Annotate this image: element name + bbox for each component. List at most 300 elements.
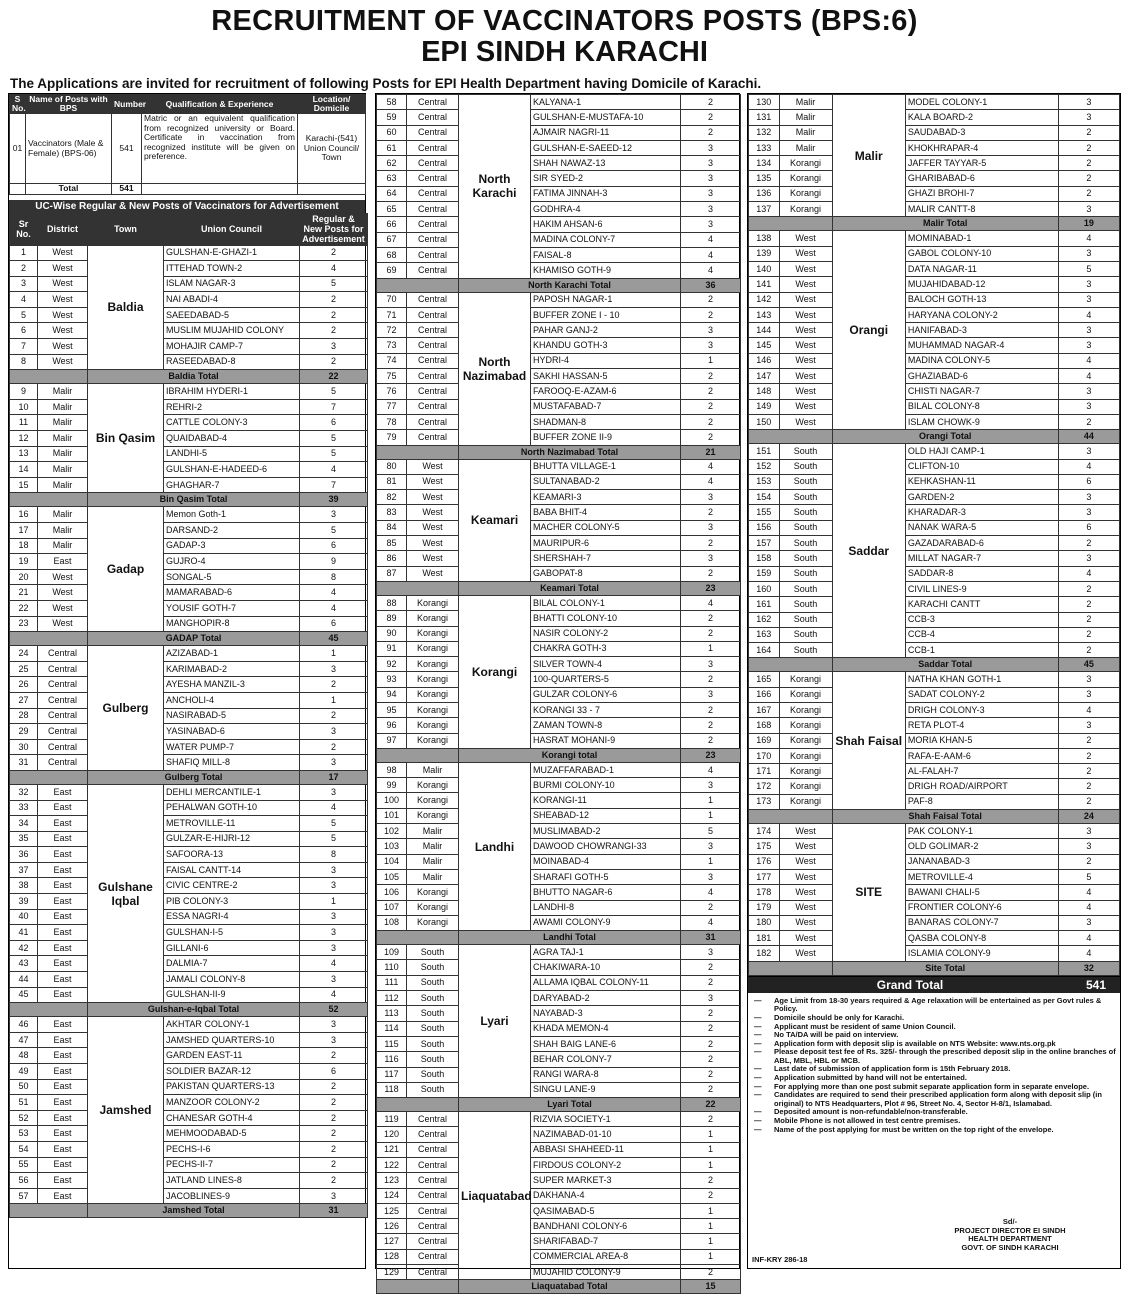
row-union-council: NAZIMABAD-01-10 xyxy=(531,1127,681,1142)
row-posts: 2 xyxy=(300,292,368,308)
row-sr-no: 15 xyxy=(10,477,38,493)
row-union-council: KHADA MEMON-4 xyxy=(531,1021,681,1036)
row-sr-no: 64 xyxy=(377,186,407,201)
row-sr-no: 177 xyxy=(749,869,780,884)
row-posts: 6 xyxy=(1058,520,1119,535)
row-sr-no: 2 xyxy=(10,261,38,277)
row-posts: 3 xyxy=(300,1188,368,1204)
row-union-council: HANIFABAD-3 xyxy=(905,323,1058,338)
table-row xyxy=(749,490,1120,505)
row-sr-no: 150 xyxy=(749,414,780,429)
row-posts: 4 xyxy=(300,600,368,616)
row-posts: 3 xyxy=(300,862,368,878)
row-posts: 3 xyxy=(1058,323,1119,338)
table-row xyxy=(377,960,741,975)
row-district: Malir xyxy=(38,446,88,462)
row-posts: 6 xyxy=(300,1064,368,1080)
row-sr-no: 164 xyxy=(749,643,780,658)
row-posts: 2 xyxy=(681,566,741,581)
row-sr-no: 19 xyxy=(10,554,38,570)
row-sr-no: 121 xyxy=(377,1142,407,1157)
row-union-council: BILAL COLONY-1 xyxy=(531,595,681,610)
row-posts: 3 xyxy=(681,551,741,566)
row-district: Korangi xyxy=(779,794,832,809)
row-union-council: GAZADARABAD-6 xyxy=(905,536,1058,551)
row-union-council: CHANESAR GOTH-4 xyxy=(164,1110,300,1126)
posts-sno: 01 xyxy=(10,114,26,184)
row-sr-no: 155 xyxy=(749,505,780,520)
table-row xyxy=(10,661,368,677)
row-union-council: OLD HAJI CAMP-1 xyxy=(905,444,1058,459)
table-row xyxy=(377,95,741,110)
table-row xyxy=(377,353,741,368)
row-district: Central xyxy=(407,125,459,140)
row-union-council: BUFFER ZONE I - 10 xyxy=(531,307,681,322)
row-posts: 2 xyxy=(300,1048,368,1064)
row-district: Malir xyxy=(407,839,459,854)
table-row xyxy=(377,595,741,610)
table-row xyxy=(749,307,1120,322)
row-district: South xyxy=(779,474,832,489)
row-union-council: PAK COLONY-1 xyxy=(905,824,1058,839)
row-sr-no: 115 xyxy=(377,1036,407,1051)
row-district: South xyxy=(779,566,832,581)
row-district: Central xyxy=(407,263,459,278)
row-posts: 3 xyxy=(300,784,368,800)
row-sr-no: 175 xyxy=(749,839,780,854)
table-row xyxy=(10,831,368,847)
row-district: Korangi xyxy=(407,702,459,717)
row-union-council: MOINABAD-4 xyxy=(531,854,681,869)
town-name: Keamari xyxy=(459,459,531,581)
row-union-council: AKHTAR COLONY-1 xyxy=(164,1017,300,1033)
uc-header-table xyxy=(9,213,368,245)
posts-header-name: Name of Posts with BPS xyxy=(26,95,112,114)
table-row xyxy=(377,733,741,748)
row-union-council: FAROOQ-E-AZAM-6 xyxy=(531,384,681,399)
table-row xyxy=(10,784,368,800)
row-posts: 3 xyxy=(300,1032,368,1048)
row-posts: 3 xyxy=(1058,915,1119,930)
row-district: Central xyxy=(407,1188,459,1203)
row-union-council: BILAL COLONY-8 xyxy=(905,399,1058,414)
row-sr-no: 51 xyxy=(10,1095,38,1111)
row-district: Central xyxy=(407,323,459,338)
row-posts: 2 xyxy=(681,702,741,717)
row-sr-no: 180 xyxy=(749,915,780,930)
row-union-council: Memon Goth-1 xyxy=(164,507,300,523)
row-posts: 3 xyxy=(1058,687,1119,702)
row-union-council: KHARADAR-3 xyxy=(905,505,1058,520)
row-sr-no: 41 xyxy=(10,925,38,941)
table-row xyxy=(377,672,741,687)
row-union-council: DARYABAD-2 xyxy=(531,991,681,1006)
row-union-council: RETA PLOT-4 xyxy=(905,718,1058,733)
table-row xyxy=(377,459,741,474)
note-item: — Application form with deposit slip is available on NTS Website: www.nts.org.pk xyxy=(752,1040,1116,1049)
row-posts: 4 xyxy=(681,263,741,278)
row-posts: 4 xyxy=(681,474,741,489)
row-district: West xyxy=(38,261,88,277)
row-posts: 3 xyxy=(300,940,368,956)
table-row xyxy=(377,762,741,777)
row-posts: 6 xyxy=(300,616,368,632)
town-total-value: 52 xyxy=(300,1003,368,1017)
row-union-council: MANGHOPIR-8 xyxy=(164,616,300,632)
row-posts: 2 xyxy=(300,677,368,693)
table-row xyxy=(377,641,741,656)
row-sr-no: 137 xyxy=(749,202,780,217)
table-row xyxy=(377,1265,741,1280)
row-district: West xyxy=(779,353,832,368)
row-posts: 3 xyxy=(1058,292,1119,307)
row-union-council: MACHER COLONY-5 xyxy=(531,520,681,535)
row-sr-no: 10 xyxy=(10,399,38,415)
row-posts: 3 xyxy=(1058,202,1119,217)
row-district: Korangi xyxy=(779,748,832,763)
table-row xyxy=(10,569,368,585)
row-sr-no: 28 xyxy=(10,708,38,724)
table-row xyxy=(377,915,741,930)
row-posts: 2 xyxy=(681,399,741,414)
table-row xyxy=(10,245,368,261)
row-district: South xyxy=(779,536,832,551)
row-district: Central xyxy=(407,217,459,232)
town-name: Landhi xyxy=(459,762,531,930)
table-row xyxy=(377,945,741,960)
row-sr-no: 169 xyxy=(749,733,780,748)
table-row xyxy=(10,1141,368,1157)
row-union-council: GADAP-3 xyxy=(164,538,300,554)
row-union-council: CCB-4 xyxy=(905,627,1058,642)
row-posts: 2 xyxy=(681,95,741,110)
row-union-council: SHAFIQ MILL-8 xyxy=(164,755,300,771)
row-sr-no: 122 xyxy=(377,1158,407,1173)
row-union-council: NATHA KHAN GOTH-1 xyxy=(905,672,1058,687)
row-posts: 3 xyxy=(1058,505,1119,520)
row-district: South xyxy=(407,975,459,990)
row-district: Central xyxy=(38,677,88,693)
row-district: Central xyxy=(407,171,459,186)
row-sr-no: 176 xyxy=(749,854,780,869)
row-union-council: CCB-3 xyxy=(905,612,1058,627)
town-total-row xyxy=(10,370,368,384)
row-posts: 3 xyxy=(681,520,741,535)
row-posts: 3 xyxy=(300,878,368,894)
town-total-row xyxy=(749,217,1120,231)
row-posts: 2 xyxy=(681,384,741,399)
signature-block xyxy=(920,1218,1100,1252)
row-district: East xyxy=(38,816,88,832)
row-district: East xyxy=(38,831,88,847)
row-union-council: RIZVIA SOCIETY-1 xyxy=(531,1112,681,1127)
row-sr-no: 69 xyxy=(377,263,407,278)
row-district: Korangi xyxy=(407,808,459,823)
table-row xyxy=(749,353,1120,368)
row-posts: 3 xyxy=(1058,95,1119,110)
row-posts: 5 xyxy=(300,431,368,447)
row-posts: 3 xyxy=(1058,839,1119,854)
row-posts: 3 xyxy=(681,869,741,884)
row-district: Central xyxy=(407,1234,459,1249)
table-row xyxy=(377,140,741,155)
row-posts: 2 xyxy=(681,1112,741,1127)
row-posts: 4 xyxy=(1058,931,1119,946)
table-row xyxy=(10,677,368,693)
row-district: East xyxy=(38,862,88,878)
posts-total-value: 541 xyxy=(112,184,142,195)
row-posts: 3 xyxy=(300,661,368,677)
table-row xyxy=(10,399,368,415)
row-district: Korangi xyxy=(407,611,459,626)
row-sr-no: 171 xyxy=(749,764,780,779)
table-row xyxy=(377,490,741,505)
row-district: West xyxy=(779,854,832,869)
row-union-council: BABA BHIT-4 xyxy=(531,505,681,520)
row-sr-no: 131 xyxy=(749,110,780,125)
row-union-council: CCB-1 xyxy=(905,643,1058,658)
row-sr-no: 112 xyxy=(377,991,407,1006)
table-row xyxy=(749,292,1120,307)
row-district: Korangi xyxy=(779,733,832,748)
row-sr-no: 161 xyxy=(749,597,780,612)
grand-total-label: Grand Total xyxy=(876,977,944,992)
row-union-council: AWAMI COLONY-9 xyxy=(531,915,681,930)
row-district: East xyxy=(38,1141,88,1157)
row-sr-no: 37 xyxy=(10,862,38,878)
table-row xyxy=(749,733,1120,748)
posts-header-qualification: Qualification & Experience xyxy=(142,95,298,114)
table-row xyxy=(749,566,1120,581)
row-posts: 5 xyxy=(1058,261,1119,276)
header xyxy=(0,6,1129,68)
row-district: East xyxy=(38,1079,88,1095)
row-district: East xyxy=(38,909,88,925)
row-union-council: MAMARABAD-6 xyxy=(164,585,300,601)
row-sr-no: 179 xyxy=(749,900,780,915)
row-union-council: MORIA KHAN-5 xyxy=(905,733,1058,748)
uc-heading: UC-Wise Regular & New Posts of Vaccinators for Advertisement xyxy=(9,200,365,213)
row-district: Korangi xyxy=(779,672,832,687)
row-union-council: SILVER TOWN-4 xyxy=(531,657,681,672)
row-sr-no: 140 xyxy=(749,261,780,276)
row-union-council: CATTLE COLONY-3 xyxy=(164,415,300,431)
row-sr-no: 77 xyxy=(377,399,407,414)
row-union-council: GHAZIABAD-6 xyxy=(905,369,1058,384)
row-sr-no: 134 xyxy=(749,156,780,171)
table-row xyxy=(749,702,1120,717)
row-district: Malir xyxy=(779,125,832,140)
note-item: — Mobile Phone is not allowed in test centre premises. xyxy=(752,1117,1116,1126)
town-total-value: 39 xyxy=(300,493,368,507)
row-district: Central xyxy=(407,247,459,262)
table-row xyxy=(749,399,1120,414)
row-district: West xyxy=(38,600,88,616)
row-union-council: AYESHA MANZIL-3 xyxy=(164,677,300,693)
row-union-council: SULTANABAD-2 xyxy=(531,474,681,489)
row-district: Central xyxy=(38,692,88,708)
row-district: Central xyxy=(407,1203,459,1218)
town-total-row xyxy=(10,632,368,646)
row-sr-no: 14 xyxy=(10,462,38,478)
row-sr-no: 174 xyxy=(749,824,780,839)
row-union-council: ISLAMIA COLONY-9 xyxy=(905,946,1058,961)
row-posts: 4 xyxy=(681,915,741,930)
row-sr-no: 80 xyxy=(377,459,407,474)
row-union-council: BHUTTO NAGAR-6 xyxy=(531,885,681,900)
table-row xyxy=(377,657,741,672)
row-sr-no: 73 xyxy=(377,338,407,353)
table-row xyxy=(749,551,1120,566)
town-name: North Nazimabad xyxy=(459,292,531,445)
table-row xyxy=(377,1082,741,1097)
town-total-row xyxy=(377,931,741,945)
row-district: Malir xyxy=(38,431,88,447)
row-posts: 4 xyxy=(1058,459,1119,474)
row-union-council: DATA NAGAR-11 xyxy=(905,261,1058,276)
table-row xyxy=(749,687,1120,702)
row-sr-no: 62 xyxy=(377,156,407,171)
table-row xyxy=(749,261,1120,276)
row-posts: 2 xyxy=(681,414,741,429)
row-union-council: KARACHI CANTT xyxy=(905,597,1058,612)
table-row xyxy=(377,839,741,854)
table-row xyxy=(377,778,741,793)
row-union-council: JATLAND LINES-8 xyxy=(164,1173,300,1189)
row-union-council: AJMAIR NAGRI-11 xyxy=(531,125,681,140)
row-sr-no: 66 xyxy=(377,217,407,232)
table-row xyxy=(749,125,1120,140)
row-union-council: ISLAM CHOWK-9 xyxy=(905,414,1058,429)
row-posts: 4 xyxy=(1058,369,1119,384)
table-row xyxy=(377,702,741,717)
row-district: West xyxy=(38,292,88,308)
table-row xyxy=(377,414,741,429)
row-district: East xyxy=(38,1017,88,1033)
town-total-label: Jamshed Total xyxy=(88,1204,300,1218)
row-sr-no: 120 xyxy=(377,1127,407,1142)
row-sr-no: 23 xyxy=(10,616,38,632)
row-sr-no: 65 xyxy=(377,202,407,217)
row-union-council: BAWANI CHALI-5 xyxy=(905,885,1058,900)
table-row xyxy=(10,339,368,355)
row-district: West xyxy=(779,946,832,961)
uc-header-sr: Sr No. xyxy=(10,213,38,244)
posts-location: Karachi-(541) Union Council/ Town xyxy=(298,114,366,184)
table-row xyxy=(377,1006,741,1021)
row-sr-no: 147 xyxy=(749,369,780,384)
table-row xyxy=(749,156,1120,171)
posts-header-number: Number xyxy=(112,95,142,114)
row-union-council: MILLAT NAGAR-7 xyxy=(905,551,1058,566)
row-union-council: BURMI COLONY-10 xyxy=(531,778,681,793)
row-district: Korangi xyxy=(407,733,459,748)
row-sr-no: 154 xyxy=(749,490,780,505)
row-sr-no: 60 xyxy=(377,125,407,140)
row-posts: 3 xyxy=(300,339,368,355)
row-district: Korangi xyxy=(407,718,459,733)
table-row xyxy=(749,110,1120,125)
town-total-label: Korangi total xyxy=(459,748,681,762)
row-union-council: DALMIA-7 xyxy=(164,956,300,972)
row-district: Central xyxy=(407,186,459,201)
row-district: Korangi xyxy=(407,793,459,808)
table-row xyxy=(10,1126,368,1142)
row-sr-no: 25 xyxy=(10,661,38,677)
row-union-council: SHARIFABAD-7 xyxy=(531,1234,681,1249)
row-union-council: KALYANA-1 xyxy=(531,95,681,110)
row-posts: 1 xyxy=(300,692,368,708)
row-sr-no: 119 xyxy=(377,1112,407,1127)
row-sr-no: 83 xyxy=(377,505,407,520)
row-sr-no: 29 xyxy=(10,724,38,740)
row-posts: 2 xyxy=(1058,171,1119,186)
row-posts: 4 xyxy=(681,595,741,610)
town-total-row xyxy=(377,581,741,595)
row-union-council: MALIR CANTT-8 xyxy=(905,202,1058,217)
row-sr-no: 18 xyxy=(10,538,38,554)
row-sr-no: 63 xyxy=(377,171,407,186)
row-posts: 3 xyxy=(1058,110,1119,125)
row-district: Korangi xyxy=(407,687,459,702)
town-total-row xyxy=(377,1280,741,1294)
note-item: — Domicile should be only for Karachi. xyxy=(752,1014,1116,1023)
row-sr-no: 100 xyxy=(377,793,407,808)
town-total-label: North Nazimabad Total xyxy=(459,445,681,459)
row-posts: 2 xyxy=(1058,536,1119,551)
row-posts: 3 xyxy=(1058,824,1119,839)
posts-total-label: Total xyxy=(26,184,112,195)
table-row xyxy=(10,538,368,554)
row-union-council: REHRI-2 xyxy=(164,399,300,415)
table-row xyxy=(10,987,368,1003)
table-row xyxy=(749,824,1120,839)
row-district: West xyxy=(779,277,832,292)
town-total-label: GADAP Total xyxy=(88,632,300,646)
table-row xyxy=(749,338,1120,353)
row-union-council: SHEABAD-12 xyxy=(531,808,681,823)
row-posts: 4 xyxy=(1058,946,1119,961)
row-district: Central xyxy=(38,708,88,724)
table-row xyxy=(377,808,741,823)
row-posts: 4 xyxy=(681,232,741,247)
row-posts: 5 xyxy=(1058,869,1119,884)
row-sr-no: 93 xyxy=(377,672,407,687)
note-item: — Application submitted by hand will not be entertained. xyxy=(752,1074,1116,1083)
row-sr-no: 42 xyxy=(10,940,38,956)
table-row xyxy=(749,915,1120,930)
row-posts: 5 xyxy=(300,276,368,292)
row-posts: 4 xyxy=(681,885,741,900)
row-union-council: BANDHANI COLONY-6 xyxy=(531,1219,681,1234)
row-union-council: GULSHAN-I-5 xyxy=(164,925,300,941)
row-district: Central xyxy=(38,646,88,662)
table-row xyxy=(377,1158,741,1173)
row-district: South xyxy=(779,581,832,596)
row-union-council: JACOBLINES-9 xyxy=(164,1188,300,1204)
row-district: East xyxy=(38,784,88,800)
table-row xyxy=(749,854,1120,869)
row-sr-no: 111 xyxy=(377,975,407,990)
row-posts: 2 xyxy=(681,110,741,125)
row-posts: 2 xyxy=(1058,581,1119,596)
town-name: SITE xyxy=(832,824,905,962)
row-sr-no: 79 xyxy=(377,430,407,445)
row-sr-no: 152 xyxy=(749,459,780,474)
table-row xyxy=(749,839,1120,854)
row-sr-no: 109 xyxy=(377,945,407,960)
row-union-council: SINGU LANE-9 xyxy=(531,1082,681,1097)
